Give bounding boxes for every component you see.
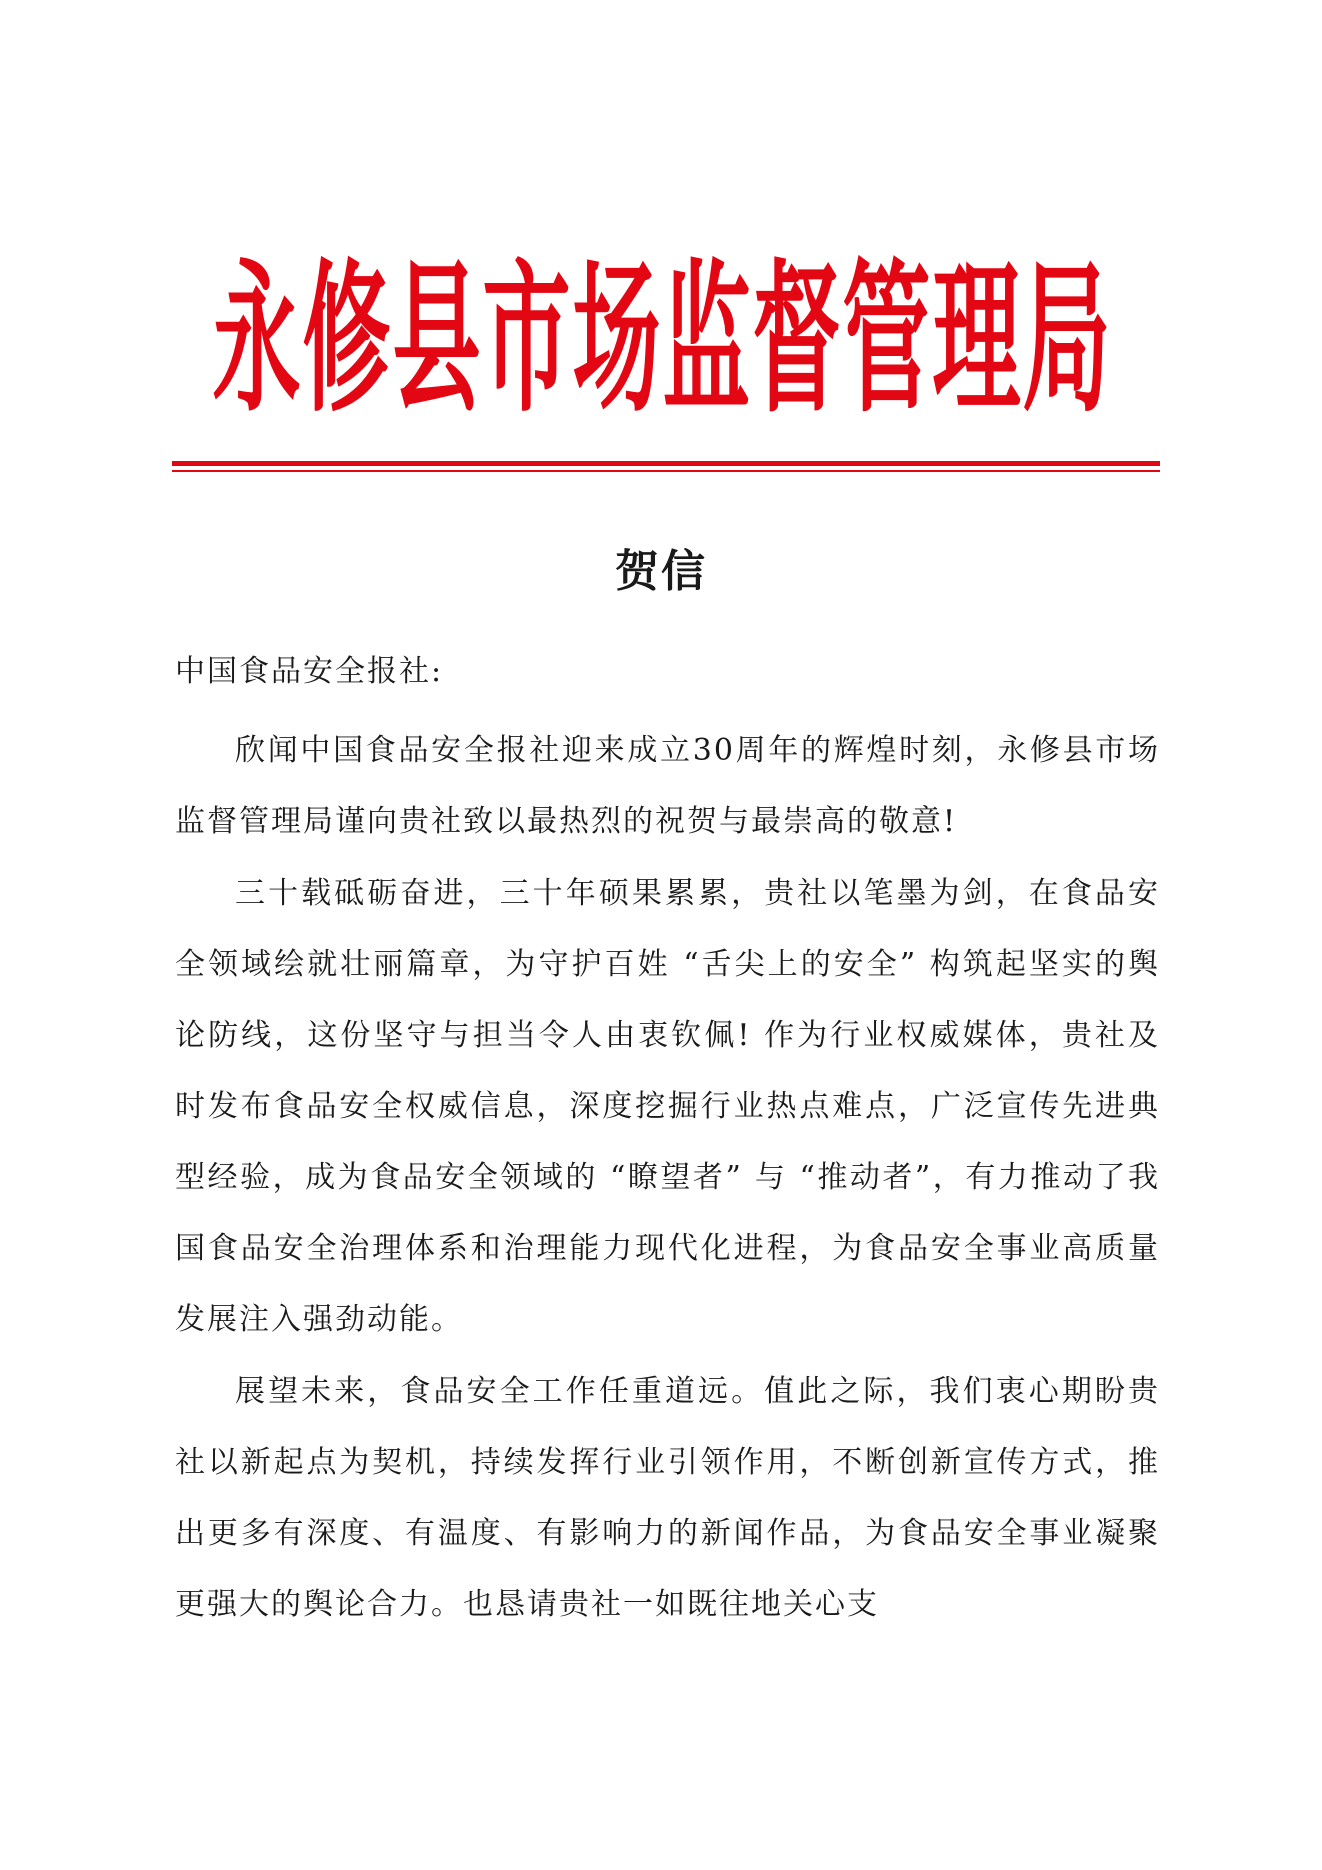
letterhead-rule-thick — [172, 461, 1160, 466]
document-title: 贺信 — [615, 546, 707, 597]
paragraph-2: 三十载砥砺奋进，三十年硕果累累，贵社以笔墨为剑，在食品安全领域绘就壮丽篇章，为守护百姓 “舌尖上的安全” 构筑起坚实的舆论防线，这份坚守与担当令人由衷钦佩! 作为行业权威媒体，贵社及时发布食品安全权威信息，深度挖掘行业热点难点，广泛宣传先进典型经验，成为食品安全领域的 “瞭望者” 与 “推动者”，有力推动了我国食品安全治理体系和治理能力现代化进程，为食品安全事业高质量发展注入强劲动能。 — [175, 876, 1160, 1337]
organization-name: 永修县市场监督管理局 — [212, 245, 1113, 435]
letterhead-rule-thin — [172, 470, 1160, 472]
letterhead-title — [170, 245, 1155, 435]
paragraph-1: 欣闻中国食品安全报社迎来成立30周年的辉煌时刻，永修县市场监督管理局谨向贵社致以最热烈的祝贺与最崇高的敬意! — [175, 733, 1160, 839]
paragraph-3: 展望未来，食品安全工作任重道远。值此之际，我们衷心期盼贵社以新起点为契机，持续发挥行业引领作用，不断创新宣传方式，推出更多有深度、有温度、有影响力的新闻作品，为食品安全事业凝聚更强大的舆论合力。也恳请贵社一如既往地关心支 — [175, 1374, 1160, 1622]
letter-body — [175, 715, 1160, 1640]
salutation: 中国食品安全报社: — [175, 654, 444, 689]
